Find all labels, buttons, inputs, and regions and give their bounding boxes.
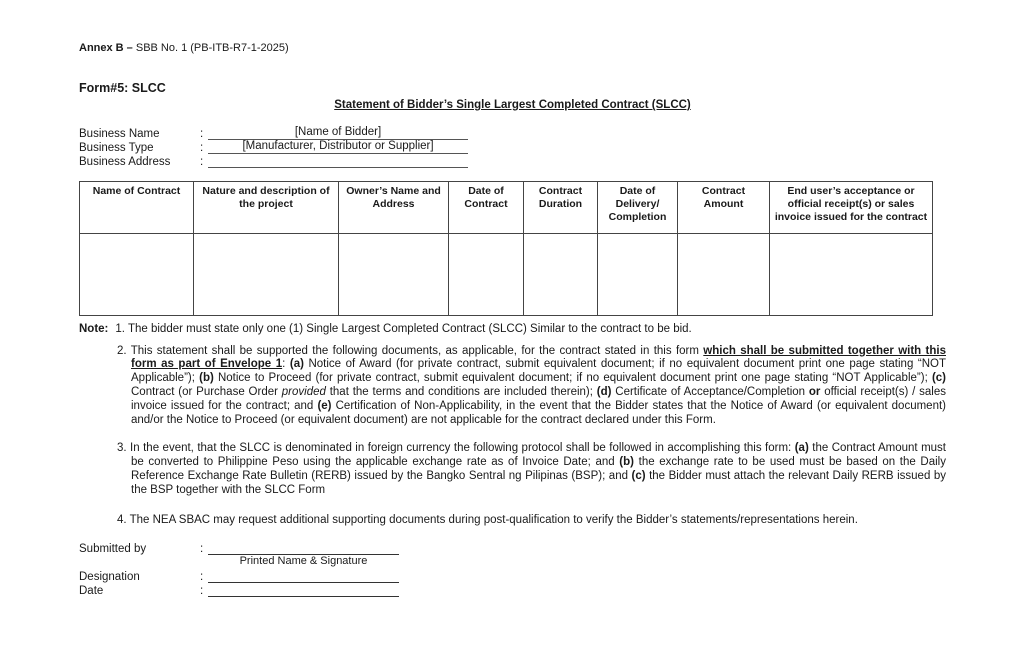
col-contract-duration: Contract Duration <box>524 182 598 234</box>
designation-label: Designation <box>79 571 140 584</box>
date-row <box>79 583 946 597</box>
colon: : <box>200 128 204 140</box>
slcc-table <box>79 181 933 316</box>
annex-reference: SBB No. 1 (PB-ITB-R7-1-2025) <box>132 42 289 54</box>
table-cell <box>80 234 194 316</box>
col-date-of-contract: Date of Contract <box>449 182 524 234</box>
note-2: 2. This statement shall be supported the following documents, as applicable, for the contract stated in this form which shall be submitted together with this form as part of Envelope 1: (a) Notice of Award (for private contract, submit equivalent document; if no equivalent document print one page stating “NOT Applicable”); (b) Notice to Proceed (for private contract, submit equivalent document; if no equivalent document print one page stating “NOT Applicable”); (c) Contract (or Purchase Order provided that the terms and conditions are included therein); (d) Certificate of Acceptance/Completion or official receipt(s) / sales invoice issued for the contract; and (e) Certification of Non-Applicability, in the event that the Bidder states that the Notice of Award (or equivalent document) and/or the Notice to Proceed (or equivalent document) are not applicable for the contract declared under this Form. <box>117 344 947 427</box>
table-header-row <box>80 182 933 234</box>
table-cell <box>449 234 524 316</box>
table-cell <box>194 234 339 316</box>
submitted-by-label: Submitted by <box>79 543 147 556</box>
note-3: 3. In the event, that the SLCC is denominated in foreign currency the following protocol shall be followed in accomplishing this form: (a) the Contract Amount must be converted to Philippine Peso using the applicable exchange rate as of Invoice Date; and (b) the exchange rate to be used must be based on the Daily Reference Exchange Rate Bulletin (RERB) issued by the Bangko Sentral ng Pilipinas (BSP); and (c) the Bidder must attach the relevant Daily RERB issued by the BSP together with the SLCC Form <box>117 441 946 496</box>
date-label: Date <box>79 585 104 598</box>
table-row <box>80 234 933 316</box>
table-cell <box>524 234 598 316</box>
printed-name-caption: Printed Name & Signature <box>239 555 368 568</box>
col-nature-description: Nature and description of the project <box>194 182 339 234</box>
col-end-user-acceptance: End user’s acceptance or official receipt(s) or sales invoice issued for the contract <box>770 182 933 234</box>
designation-row <box>79 569 946 583</box>
business-name-label: Business Name <box>79 128 160 140</box>
annex-label: Annex B – <box>79 42 133 54</box>
colon: : <box>200 156 204 168</box>
submitted-by-row <box>79 541 946 555</box>
date-field <box>208 583 399 597</box>
business-name-row <box>79 126 946 140</box>
colon: : <box>200 571 204 584</box>
business-info-section <box>79 126 946 168</box>
col-contract-amount: Contract Amount <box>678 182 770 234</box>
business-type-label: Business Type <box>79 142 154 154</box>
signature-section <box>79 541 946 597</box>
submitted-by-field <box>208 541 399 555</box>
table-cell <box>678 234 770 316</box>
colon: : <box>200 142 204 154</box>
note-1 <box>79 323 946 337</box>
note-4: 4. The NEA SBAC may request additional supporting documents during post-qualification to verify the Bidder’s statements/representations herein. <box>117 513 858 526</box>
page-title: Statement of Bidder’s Single Largest Completed Contract (SLCC) <box>334 99 691 111</box>
colon: : <box>200 585 204 598</box>
annex-line <box>79 42 946 54</box>
business-type-field: [Manufacturer, Distributor or Supplier] <box>208 140 468 154</box>
col-owner-name-address: Owner’s Name and Address <box>339 182 449 234</box>
business-type-row <box>79 140 946 154</box>
designation-field <box>208 569 399 583</box>
note-label: Note: <box>79 323 109 335</box>
table-cell <box>598 234 678 316</box>
business-name-field: [Name of Bidder] <box>208 126 468 140</box>
table-cell <box>770 234 933 316</box>
form-number: Form#5: SLCC <box>79 81 166 95</box>
col-name-of-contract: Name of Contract <box>80 182 194 234</box>
business-address-label: Business Address <box>79 156 171 168</box>
business-address-row <box>79 154 946 168</box>
colon: : <box>200 543 204 556</box>
col-date-of-delivery: Date of Delivery/ Completion <box>598 182 678 234</box>
business-address-field <box>208 154 468 168</box>
table-cell <box>339 234 449 316</box>
note-1-text: 1. The bidder must state only one (1) Single Largest Completed Contract (SLCC) Similar to the contract to be bid. <box>115 323 692 335</box>
